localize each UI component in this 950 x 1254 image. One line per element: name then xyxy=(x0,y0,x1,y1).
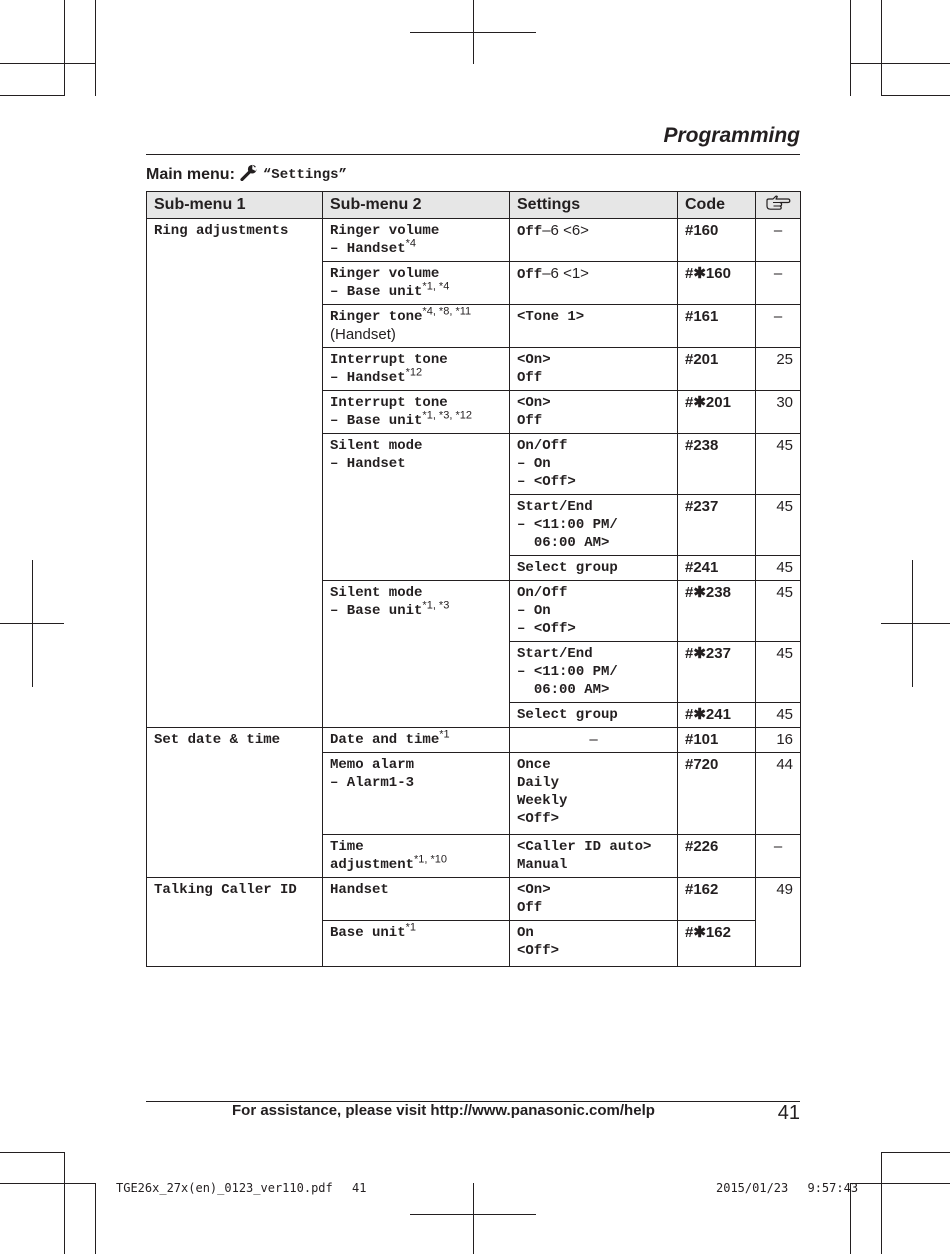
code-cell: #✱162 xyxy=(678,921,756,967)
crop-mark xyxy=(473,1183,474,1254)
code-cell: #241 xyxy=(678,556,756,581)
settings-cell: Select group xyxy=(510,703,678,728)
submenu1-cell: Ring adjustments xyxy=(147,219,323,728)
submenu2-cell: Ringer volume – Base unit$^{*1, *4}$ xyxy=(323,262,510,305)
settings-cell: <Caller ID auto> Manual xyxy=(510,835,678,878)
reference-cell: 45 xyxy=(756,495,801,556)
code-cell: #✱201 xyxy=(678,391,756,434)
code-cell: #160 xyxy=(678,219,756,262)
reference-cell: – xyxy=(756,262,801,305)
code-cell: #238 xyxy=(678,434,756,495)
reference-cell: 25 xyxy=(756,348,801,391)
code-cell: #161 xyxy=(678,305,756,348)
table-row xyxy=(147,728,801,753)
table-row xyxy=(147,878,801,921)
crop-mark xyxy=(0,95,64,96)
header-rule xyxy=(146,154,800,155)
code-cell: #101 xyxy=(678,728,756,753)
code-cell: #201 xyxy=(678,348,756,391)
main-menu-label: Main menu: xyxy=(146,166,235,183)
print-datetime: 2015/01/23 9:57:43 xyxy=(716,1181,859,1195)
reference-cell: – xyxy=(756,305,801,348)
header-reference xyxy=(756,192,801,219)
reference-cell: 44 xyxy=(756,753,801,835)
submenu2-cell: Date and time$^{*1}$ xyxy=(323,728,510,753)
submenu2-cell: Interrupt tone – Base unit$^{*1, *3, *12}$ xyxy=(323,391,510,434)
submenu2-cell: Silent mode – Base unit$^{*1, *3}$ xyxy=(323,581,510,728)
table-row xyxy=(147,219,801,262)
crop-mark xyxy=(410,1214,536,1215)
header-submenu1: Sub-menu 1 xyxy=(147,192,323,219)
submenu2-cell: Time adjustment$^{*1, *10}$ xyxy=(323,835,510,878)
crop-mark xyxy=(881,0,882,96)
page-number: 41 xyxy=(777,1102,800,1124)
settings-cell: <On> Off xyxy=(510,391,678,434)
code-cell: #162 xyxy=(678,878,756,921)
main-menu-value: “Settings” xyxy=(262,167,347,183)
crop-mark xyxy=(881,1152,882,1254)
crop-mark xyxy=(410,32,536,33)
section-title: Programming xyxy=(663,124,800,147)
crop-mark xyxy=(64,0,65,96)
submenu2-cell: Handset xyxy=(323,878,510,921)
submenu2-cell: Ringer tone$^{*4, *8, *11}$ (Handset) xyxy=(323,305,510,348)
reference-cell: 45 xyxy=(756,581,801,642)
code-cell: #✱160 xyxy=(678,262,756,305)
crop-mark xyxy=(850,1183,950,1184)
assistance-text: For assistance, please visit http://www.panasonic.com/help xyxy=(232,1102,655,1119)
crop-mark xyxy=(64,1152,65,1254)
code-cell: #720 xyxy=(678,753,756,835)
table-header-row xyxy=(147,192,801,219)
header-settings: Settings xyxy=(510,192,678,219)
reference-cell: 45 xyxy=(756,556,801,581)
settings-cell: Off–6 <6> xyxy=(510,219,678,262)
crop-mark xyxy=(881,95,950,96)
reference-cell: 45 xyxy=(756,703,801,728)
settings-cell: Once Daily Weekly <Off> xyxy=(510,753,678,835)
submenu1-cell: Set date & time xyxy=(147,728,323,878)
crop-mark xyxy=(95,0,96,96)
crop-mark xyxy=(881,1152,950,1153)
crop-mark xyxy=(0,1183,96,1184)
crop-mark xyxy=(850,0,851,96)
settings-cell: On/Off – On – <Off> xyxy=(510,581,678,642)
reference-cell: 16 xyxy=(756,728,801,753)
crop-mark xyxy=(850,63,950,64)
crop-mark xyxy=(0,63,96,64)
wrench-icon xyxy=(240,164,258,186)
settings-cell: On/Off – On – <Off> xyxy=(510,434,678,495)
settings-cell: <On> Off xyxy=(510,348,678,391)
submenu2-cell: Silent mode – Handset xyxy=(323,434,510,581)
settings-cell: Select group xyxy=(510,556,678,581)
crop-mark xyxy=(95,1183,96,1254)
submenu2-cell: Memo alarm – Alarm1-3 xyxy=(323,753,510,835)
reference-cell: 30 xyxy=(756,391,801,434)
code-cell: #✱238 xyxy=(678,581,756,642)
code-cell: #✱241 xyxy=(678,703,756,728)
submenu2-cell: Base unit$^{*1}$ xyxy=(323,921,510,967)
header-submenu2: Sub-menu 2 xyxy=(323,192,510,219)
settings-cell: On <Off> xyxy=(510,921,678,967)
main-menu-line xyxy=(146,164,347,186)
reference-cell: 49 xyxy=(756,878,801,967)
reference-cell: – xyxy=(756,835,801,878)
settings-cell: <On> Off xyxy=(510,878,678,921)
settings-cell: <Tone 1> xyxy=(510,305,678,348)
submenu2-cell: Ringer volume – Handset$^{*4}$ xyxy=(323,219,510,262)
header-code: Code xyxy=(678,192,756,219)
code-cell: #237 xyxy=(678,495,756,556)
code-cell: #✱237 xyxy=(678,642,756,703)
pointing-hand-icon xyxy=(765,199,791,216)
crop-mark xyxy=(881,623,950,624)
settings-cell: Start/End – <11:00 PM/ 06:00 AM> xyxy=(510,642,678,703)
code-cell: #226 xyxy=(678,835,756,878)
submenu2-cell: Interrupt tone – Handset$^{*12}$ xyxy=(323,348,510,391)
crop-mark xyxy=(0,623,64,624)
settings-cell: Off–6 <1> xyxy=(510,262,678,305)
reference-cell: 45 xyxy=(756,642,801,703)
reference-cell: – xyxy=(756,219,801,262)
settings-table xyxy=(146,191,801,967)
reference-cell: 45 xyxy=(756,434,801,495)
settings-cell: Start/End – <11:00 PM/ 06:00 AM> xyxy=(510,495,678,556)
crop-mark xyxy=(0,1152,64,1153)
settings-cell: – xyxy=(510,728,678,753)
submenu1-cell: Talking Caller ID xyxy=(147,878,323,967)
print-file-info: TGE26x_27x(en)_0123_ver110.pdf 41 xyxy=(116,1181,367,1195)
